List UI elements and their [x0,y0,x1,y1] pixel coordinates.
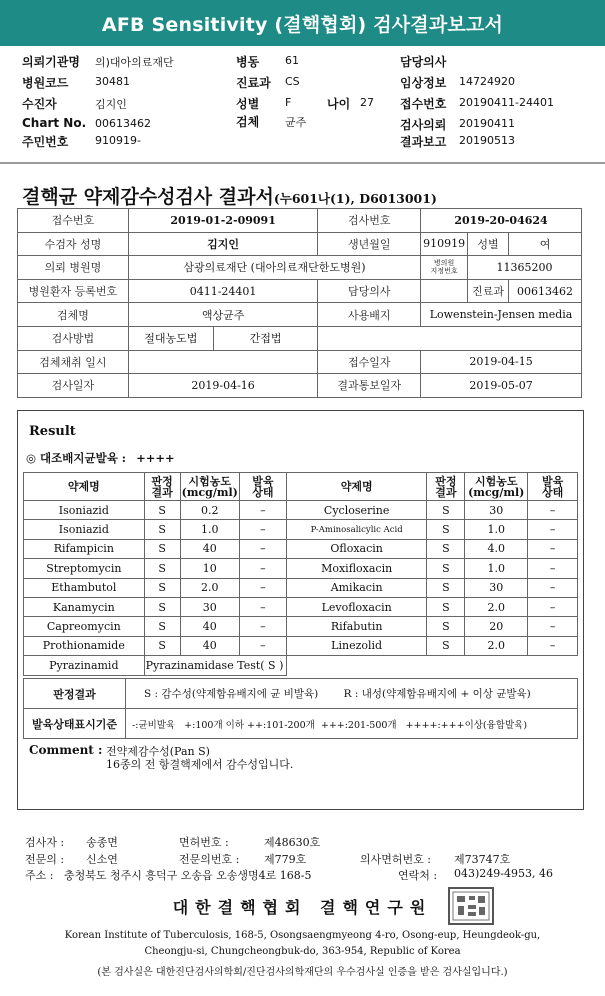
meta-media-label: 사용배지 [318,303,421,327]
hospital-code: 30481 [95,75,130,88]
drug-conc: 4.0 [465,539,528,558]
drug-result: S [144,501,180,520]
meta-doctor-label: 담당의사 [318,279,421,303]
header-judge-right [427,473,465,501]
control-growth-label: ◎ 대조배지균발육 : [26,451,127,465]
referral-org-label: 의뢰기관명 [22,55,80,69]
drug-conc: 1.0 [465,520,528,539]
meta-specimen: 액상균주 [128,303,317,327]
english-address-line-2: Cheongju-si, Chungcheongbuk-do, 363-954, Republic of Korea [144,946,461,957]
meta-result-date: 2019-05-07 [421,374,582,398]
drug-conc: 1.0 [180,520,239,539]
id-no-label: 주민번호 [22,135,69,149]
table-row [24,656,578,675]
judge-legend-label: 판정결과 [24,679,126,709]
result-label: Result [29,424,76,439]
drug-name: Levofloxacin [286,597,427,616]
table-row [24,636,578,655]
meta-receive-date: 2019-04-15 [421,350,582,374]
meta-method-label: 검사방법 [18,326,129,350]
meta-dob-label: 생년월일 [318,232,421,256]
meta-doctor [421,279,468,303]
drug-name: Linezolid [286,636,427,655]
specialist-no: 제779호 [264,853,307,866]
drug-conc: 0.2 [180,501,239,520]
header-growth-line-2: 상태 [252,485,274,499]
specialist: 신소연 [86,853,118,866]
header-growth-line-1: 발육 [541,474,564,488]
drug-growth: – [239,539,286,558]
drug-conc: 30 [465,578,528,597]
address-label: 주소 : [25,869,54,882]
meta-receive-date-label: 접수일자 [318,350,421,374]
drug-growth: – [528,539,578,558]
drug-growth: – [239,520,286,539]
tester-label: 검사자 : [25,836,65,849]
drug-name: Rifabutin [286,617,427,636]
drug-result: S [427,597,465,616]
receipt-no-label: 접수번호 [400,97,447,111]
drug-growth: – [528,559,578,578]
contact: 043)249-4953, 46 [454,867,553,880]
meta-name-label: 수검자 성명 [18,232,129,256]
drug-result: S [144,578,180,597]
meta-specimen-label: 검체명 [18,303,129,327]
header-judge-line-1: 판정 [435,474,457,488]
header-growth-left [239,473,286,501]
meta-method-2: 간접법 [213,326,318,350]
drug-growth: – [239,617,286,636]
drug-name: Rifampicin [24,539,145,558]
judge-legend-s: S : 감수성(약제함유배지에 균 비발육) [144,688,319,700]
doctor-license-label: 의사면허번호 : [360,853,431,866]
institution-name: 대한결핵협회 결핵연구원 [172,898,433,917]
judge-legend [126,679,578,709]
table-row [24,597,578,616]
table-row [24,501,578,520]
specimen-meta-table [17,208,582,398]
meta-method-1: 절대농도법 [128,326,213,350]
meta-dob: 910919 [421,232,468,256]
header-growth-line-1: 발육 [252,474,274,488]
specialist-no-label: 전문의번호 : [179,853,240,866]
drug-growth: – [528,597,578,616]
drug-growth: – [239,597,286,616]
drug-name: Streptomycin [24,559,145,578]
meta-test-no: 2019-20-04624 [421,209,582,233]
specimen-label: 검체 [236,115,260,129]
header-judge-line-2: 결과 [435,485,457,499]
meta-hospital-code: 11365200 [468,256,582,280]
table-row [24,539,578,558]
meta-dept: 00613462 [509,279,582,303]
comment-label: Comment : [29,743,103,757]
address: 충청북도 청주시 흥덕구 오송읍 오송생명4로 168-5 [64,869,312,882]
drug-conc: 20 [465,617,528,636]
hospital-code-label: 병원코드 [22,76,69,90]
drug-growth: – [528,617,578,636]
table-row [24,559,578,578]
header-conc-line-1: 시험농도 [474,474,518,488]
report-title-text: 결핵균 약제감수성검사 결과서 [22,186,274,208]
header-conc-left [180,473,239,501]
drug-result: S [427,636,465,655]
divider [0,162,605,164]
meta-dept-label: 진료과 [468,279,509,303]
meta-media: Lowenstein-Jensen media [421,303,582,327]
drug-conc: 1.0 [465,559,528,578]
drug-result: S [144,597,180,616]
contact-label: 연락처 : [398,869,438,882]
drug-conc: 40 [180,636,239,655]
drug-result: S [427,501,465,520]
growth-legend: -:균비발육 +:100개 이하 ++:101-200개 +++:201-500개 ++++:+++이상(융합발육) [126,709,578,739]
meta-name: 김지인 [128,232,317,256]
drug-conc: 30 [180,597,239,616]
drug-conc: 30 [465,501,528,520]
meta-hospital-code-label [421,256,468,280]
control-growth-value: ++++ [136,451,175,465]
doctor-license: 제73747호 [454,853,511,866]
dept-label: 진료과 [236,76,271,90]
table-blank [286,656,577,675]
meta-sex-label: 성별 [468,232,509,256]
drug-name: Isoniazid [24,520,145,539]
drug-conc: 2.0 [465,636,528,655]
drug-name: Capreomycin [24,617,145,636]
legend-table [23,678,578,739]
drug-growth: – [239,578,286,597]
drug-name: Isoniazid [24,501,145,520]
drug-conc: 40 [180,617,239,636]
drug-conc: 40 [180,539,239,558]
receipt-no: 20190411-24401 [459,96,554,109]
clinical-info-label: 임상정보 [400,76,447,90]
meta-empty [318,326,582,350]
judge-legend-r: R : 내성(약제함유배지에 + 이상 균발육) [343,688,531,700]
english-address-line-1: Korean Institute of Tuberculosis, 168-5, Osongsaengmyeong 4-ro, Osong-eup, Heungdeok-gu, [64,930,541,941]
drug-result: S [144,636,180,655]
header-drug-left: 약제명 [24,473,145,501]
meta-hospital-label: 의뢰 병원명 [18,256,129,280]
drug-growth: – [528,578,578,597]
meta-result-date-label: 결과통보일자 [318,374,421,398]
report-title [22,182,437,209]
drug-name: Moxifloxacin [286,559,427,578]
drug-growth: – [528,520,578,539]
drug-conc: 2.0 [180,578,239,597]
request-date-label: 검사의뢰 [400,118,447,132]
comment-line-1: 전약제감수성(Pan S) [106,745,210,758]
referral-org: 의)대아의료재단 [95,56,174,69]
table-row [24,617,578,636]
table-row [24,578,578,597]
drug-growth: – [239,636,286,655]
header-growth-right [528,473,578,501]
header-judge-line-2: 결과 [151,485,173,499]
header-conc-right [465,473,528,501]
sex-label: 성별 [236,97,260,111]
header-growth-line-2: 상태 [541,485,564,499]
comment-line-2: 16종의 전 항결핵제에서 감수성입니다. [106,758,294,771]
header-judge-left [144,473,180,501]
report-date: 20190513 [459,134,515,147]
drug-result: S [427,520,465,539]
header-judge-line-1: 판정 [151,474,173,488]
meta-collect-date-label: 검체채취 일시 [18,350,129,374]
header-drug-right: 약제명 [286,473,427,501]
doctor-label: 담당의사 [400,55,447,69]
certification-note: (본 검사실은 대한진단검사의학회/진단검사의학재단의 우수검사실 인증을 받은 검사실입니다.) [97,967,508,978]
meta-hospital: 삼광의료재단 (대아의료재단한도병원) [128,256,420,280]
chart-no-label: Chart No. [22,116,87,130]
drug-result: S [144,520,180,539]
examinee: 김지인 [95,98,127,111]
official-seal-stamp [446,886,496,926]
drug-name: P-Aminosalicylic Acid [286,520,427,539]
examinee-label: 수진자 [22,97,57,111]
pyrazinamid-test: Pyrazinamidase Test( S ) [144,656,286,675]
table-row [24,520,578,539]
meta-sex: 여 [509,232,582,256]
pyrazinamid-name: Pyrazinamid [24,656,145,675]
meta-reg-no-label: 병원환자 등록번호 [18,279,129,303]
ward-label: 병동 [236,55,260,69]
drug-result: S [427,578,465,597]
report-date-label: 결과보고 [400,135,447,149]
drug-growth: – [528,636,578,655]
drug-conc: 10 [180,559,239,578]
drug-susceptibility-table [23,472,578,676]
meta-collect-date [128,350,317,374]
header-conc-line-2: (mcg/ml) [468,485,525,499]
report-header-title: AFB Sensitivity (결핵협회) 검사결과보고서 [0,0,605,46]
ward: 61 [285,54,299,67]
drug-name: Amikacin [286,578,427,597]
id-no: 910919- [95,134,141,147]
header-conc-line-2: (mcg/ml) [181,485,238,499]
drug-result: S [427,539,465,558]
hospital-code-label-line-2: 지정번호 [430,267,458,276]
clinical-info: 14724920 [459,75,515,88]
meta-receipt-no: 2019-01-2-09091 [128,209,317,233]
drug-result: S [144,539,180,558]
license-label: 면허번호 : [179,836,229,849]
license: 제48630호 [264,836,321,849]
meta-reg-no: 0411-24401 [128,279,317,303]
hospital-code-label-line-1: 병의원 [433,259,455,268]
drug-growth: – [239,559,286,578]
growth-legend-label: 발육상태표시기준 [24,709,126,739]
drug-result: S [427,617,465,636]
report-code: (누601나(1), D6013001) [273,191,437,206]
drug-conc: 2.0 [465,597,528,616]
chart-no: 00613462 [95,117,151,130]
meta-test-no-label: 검사번호 [318,209,421,233]
drug-growth: – [528,501,578,520]
dept: CS [285,75,300,88]
request-date: 20190411 [459,117,515,130]
specialist-label: 전문의 : [25,853,65,866]
result-section [17,410,584,810]
drug-result: S [427,559,465,578]
drug-name: Cycloserine [286,501,427,520]
tester: 송종면 [86,836,118,849]
sex: F [285,96,292,109]
control-growth [26,450,175,466]
meta-receipt-no-label: 접수번호 [18,209,129,233]
drug-name: Prothionamide [24,636,145,655]
meta-test-date: 2019-04-16 [128,374,317,398]
drug-name: Ofloxacin [286,539,427,558]
drug-result: S [144,559,180,578]
specimen: 균주 [285,116,307,129]
drug-name: Kanamycin [24,597,145,616]
age-label: 나이 [327,97,351,111]
header-conc-line-1: 시험농도 [188,474,231,488]
age: 27 [360,96,374,109]
drug-result: S [144,617,180,636]
meta-test-date-label: 검사일자 [18,374,129,398]
drug-name: Ethambutol [24,578,145,597]
drug-growth: – [239,501,286,520]
